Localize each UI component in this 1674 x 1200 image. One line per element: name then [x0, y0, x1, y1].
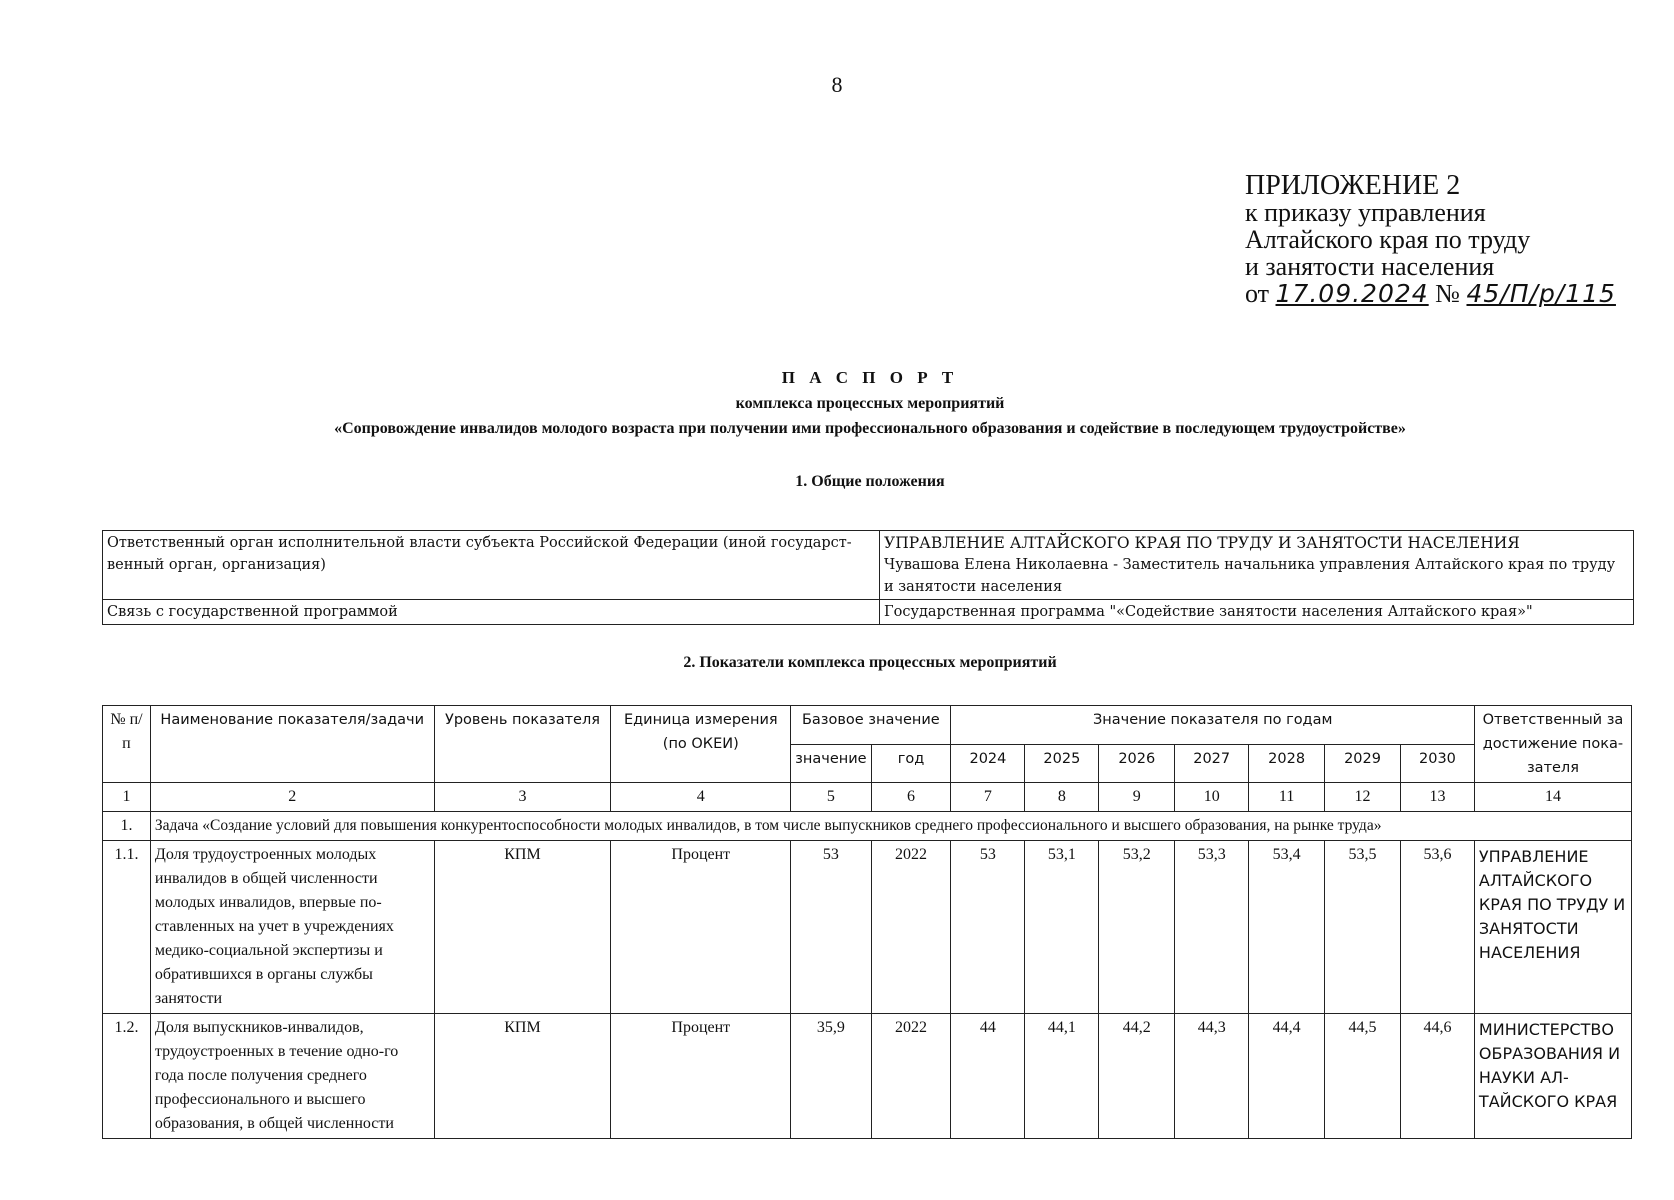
col-base-header: Базовое значение — [791, 706, 951, 745]
responsible-org: МИНИСТЕРСТВО ОБРАЗОВАНИЯ И НАУКИ АЛ-ТАЙСКОГО КРАЯ — [1474, 1014, 1631, 1139]
responsible-authority-value — [880, 531, 1634, 600]
program-link-label: Связь с государственной программой — [103, 600, 880, 625]
value-2027: 53,3 — [1175, 841, 1249, 1014]
number-prefix: № — [1435, 279, 1460, 308]
col-number: 12 — [1325, 783, 1401, 812]
row-num: 1.1. — [103, 841, 151, 1014]
value-2029: 53,5 — [1325, 841, 1401, 1014]
table-row — [103, 841, 1632, 1014]
date-prefix: от — [1245, 279, 1270, 308]
indicators-table — [102, 705, 1632, 1139]
base-value: 53 — [791, 841, 871, 1014]
column-numbers-row — [103, 783, 1632, 812]
col-number: 13 — [1401, 783, 1475, 812]
task-text: Задача «Создание условий для повышения конкурентоспособности молодых инвалидов, в том числе выпускников среднего профессионального и высшего образования, на рынке труда» — [150, 812, 1631, 841]
value-2030: 53,6 — [1401, 841, 1475, 1014]
col-number: 3 — [434, 783, 611, 812]
value-2024: 53 — [951, 841, 1025, 1014]
passport-title: П А С П О Р Т — [781, 368, 959, 387]
value-2025: 53,1 — [1025, 841, 1099, 1014]
col-number: 8 — [1025, 783, 1099, 812]
row-num: 1.2. — [103, 1014, 151, 1139]
appendix-line-2: Алтайского края по труду — [1245, 225, 1531, 254]
value-2025: 44,1 — [1025, 1014, 1099, 1139]
value-2026: 44,2 — [1099, 1014, 1175, 1139]
base-year: 2022 — [871, 1014, 951, 1139]
responsible-person: Чувашова Елена Николаевна - Заместитель начальника управления Алтайского края по труду и занятости населения — [884, 557, 1616, 595]
table-row — [103, 1014, 1632, 1139]
year-2026-header: 2026 — [1099, 744, 1175, 783]
responsible-authority-label: Ответственный орган исполнительной власти субъекта Российской Федерации (иной государст-венный орган, организация) — [103, 531, 880, 600]
year-2029-header: 2029 — [1325, 744, 1401, 783]
year-2030-header: 2030 — [1401, 744, 1475, 783]
col-responsible-header: Ответственный за достижение пока-зателя — [1474, 706, 1631, 783]
year-2027-header: 2027 — [1175, 744, 1249, 783]
indicator-level: КПМ — [434, 841, 611, 1014]
col-name-header: Наименование показателя/задачи — [150, 706, 434, 783]
value-2029: 44,5 — [1325, 1014, 1401, 1139]
col-number: 11 — [1249, 783, 1325, 812]
passport-name: «Сопровождение инвалидов молодого возраста при получении ими профессионального образования и содействие в последующем трудоустройстве» — [334, 420, 1406, 437]
value-2028: 44,4 — [1249, 1014, 1325, 1139]
section1-title: 1. Общие положения — [795, 473, 945, 490]
handwritten-date: 17.09.2024 — [1275, 279, 1429, 308]
col-base-year-header: год — [871, 744, 951, 783]
value-2024: 44 — [951, 1014, 1025, 1139]
appendix-title: ПРИЛОЖЕНИЕ 2 — [1245, 170, 1461, 201]
page-number: 8 — [831, 72, 843, 97]
value-2027: 44,3 — [1175, 1014, 1249, 1139]
year-2024-header: 2024 — [951, 744, 1025, 783]
col-number: 1 — [103, 783, 151, 812]
indicator-unit: Процент — [611, 841, 791, 1014]
col-number: 14 — [1474, 783, 1631, 812]
appendix-date-line — [1245, 280, 1625, 307]
value-2026: 53,2 — [1099, 841, 1175, 1014]
appendix-line-1: к приказу управления — [1245, 198, 1486, 227]
col-number: 9 — [1099, 783, 1175, 812]
handwritten-number: 45/П/р/115 — [1466, 279, 1616, 308]
table-row — [103, 600, 1634, 625]
program-link-value: Государственная программа "«Содействие занятости населения Алтайского края»" — [880, 600, 1634, 625]
passport-subtitle: комплекса процессных мероприятий — [735, 395, 1005, 412]
value-2030: 44,6 — [1401, 1014, 1475, 1139]
responsible-authority-name: УПРАВЛЕНИЕ АЛТАЙСКОГО КРАЯ ПО ТРУДУ И ЗАНЯТОСТИ НАСЕЛЕНИЯ — [884, 534, 1520, 552]
indicator-name: Доля выпускников-инвалидов, трудоустроенных в течение одно-го года после получения среднего профессионального и высшего образования, в общей численности — [150, 1014, 434, 1139]
base-value: 35,9 — [791, 1014, 871, 1139]
col-number: 7 — [951, 783, 1025, 812]
year-2025-header: 2025 — [1025, 744, 1099, 783]
col-number: 2 — [150, 783, 434, 812]
col-number: 6 — [871, 783, 951, 812]
col-number: 5 — [791, 783, 871, 812]
indicator-unit: Процент — [611, 1014, 791, 1139]
col-level-header: Уровень показателя — [434, 706, 611, 783]
col-number: 4 — [611, 783, 791, 812]
base-year: 2022 — [871, 841, 951, 1014]
col-unit-header: Единица измерения (по ОКЕИ) — [611, 706, 791, 783]
year-2028-header: 2028 — [1249, 744, 1325, 783]
table-row — [103, 531, 1634, 600]
col-number: 10 — [1175, 783, 1249, 812]
header-row — [103, 706, 1632, 745]
general-provisions-table — [102, 530, 1634, 625]
responsible-org: УПРАВЛЕНИЕ АЛТАЙСКОГО КРАЯ ПО ТРУДУ И ЗАНЯТОСТИ НАСЕЛЕНИЯ — [1474, 841, 1631, 1014]
col-num-header: № п/п — [103, 706, 151, 783]
indicator-name: Доля трудоустроенных молодых инвалидов в общей численности молодых инвалидов, впервые по-ставленных на учет в учреждениях медико-социальной экспертизы и обратившихся в органы службы занятости — [150, 841, 434, 1014]
task-num: 1. — [103, 812, 151, 841]
task-row — [103, 812, 1632, 841]
indicator-level: КПМ — [434, 1014, 611, 1139]
col-base-value-header: значение — [791, 744, 871, 783]
value-2028: 53,4 — [1249, 841, 1325, 1014]
col-years-header: Значение показателя по годам — [951, 706, 1474, 745]
section2-title: 2. Показатели комплекса процессных мероприятий — [683, 654, 1057, 671]
appendix-block — [1245, 172, 1625, 307]
appendix-line-3: и занятости населения — [1245, 252, 1495, 281]
